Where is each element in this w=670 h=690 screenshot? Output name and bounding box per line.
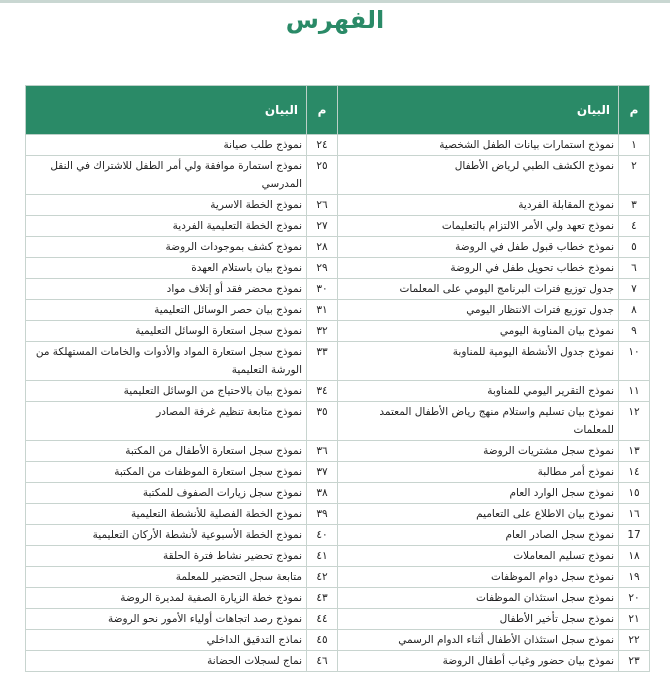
left-item-label: نموذج كشف بموجودات الروضة — [26, 237, 307, 258]
left-item-number: ٤٢ — [307, 567, 338, 588]
table-row — [26, 483, 650, 504]
table-row — [26, 462, 650, 483]
right-item-label: نموذج سجل الصادر العام — [338, 525, 619, 546]
right-item-number: 17 — [619, 525, 650, 546]
left-item-number: ٤٦ — [307, 651, 338, 672]
left-item-label: نموذج رصد اتجاهات أولياء الأمور نحو الروضة — [26, 609, 307, 630]
table-row — [26, 258, 650, 279]
table-row — [26, 300, 650, 321]
left-item-label: نموذج سجل استعارة الوسائل التعليمية — [26, 321, 307, 342]
left-item-number: ٣٣ — [307, 342, 338, 381]
right-item-number: ٢١ — [619, 609, 650, 630]
table-row — [26, 156, 650, 195]
right-item-label: نموذج جدول الأنشطة اليومية للمناوبة — [338, 342, 619, 381]
left-item-label: نموذج سجل زيارات الصفوف للمكتبة — [26, 483, 307, 504]
right-item-number: ٨ — [619, 300, 650, 321]
left-item-label: نموذج سجل استعارة المواد والأدوات والخامات المستهلكة من الورشة التعليمية — [26, 342, 307, 381]
left-item-label: نموذج الخطة التعليمية الفردية — [26, 216, 307, 237]
right-item-number: ١٢ — [619, 402, 650, 441]
table-row — [26, 342, 650, 381]
left-item-label: نموذج الخطة الفصلية للأنشطة التعليمية — [26, 504, 307, 525]
right-item-number: ٣ — [619, 195, 650, 216]
right-item-label: نموذج بيان حضور وغياب أطفال الروضة — [338, 651, 619, 672]
right-item-number: ١٣ — [619, 441, 650, 462]
page-title: الفهرس — [285, 6, 385, 34]
right-item-number: ٢ — [619, 156, 650, 195]
left-item-label: نموذج خطة الزيارة الصفية لمديرة الروضة — [26, 588, 307, 609]
header-label-right: البيان — [338, 86, 619, 135]
table-row — [26, 525, 650, 546]
header-num-left: م — [307, 86, 338, 135]
right-item-label: نموذج التقرير اليومي للمناوبة — [338, 381, 619, 402]
left-item-number: ٢٧ — [307, 216, 338, 237]
left-item-label: نموذج متابعة تنظيم غرفة المصادر — [26, 402, 307, 441]
right-item-label: نموذج خطاب تحويل طفل في الروضة — [338, 258, 619, 279]
left-item-number: ٣٧ — [307, 462, 338, 483]
table-row — [26, 441, 650, 462]
right-item-number: ٦ — [619, 258, 650, 279]
right-item-number: ٢٣ — [619, 651, 650, 672]
left-item-label: نموذج بيان باستلام العهدة — [26, 258, 307, 279]
right-item-label: نموذج سجل دوام الموظفات — [338, 567, 619, 588]
table-row — [26, 588, 650, 609]
left-item-number: ٣٩ — [307, 504, 338, 525]
left-item-label: نموذج سجل استعارة الأطفال من المكتبة — [26, 441, 307, 462]
right-item-label: نموذج سجل استئذان الأطفال أثناء الدوام الرسمي — [338, 630, 619, 651]
left-item-label: نموذج محضر فقد أو إتلاف مواد — [26, 279, 307, 300]
right-item-number: ١٩ — [619, 567, 650, 588]
right-item-label: نموذج بيان المناوبة اليومي — [338, 321, 619, 342]
right-item-label: نموذج سجل الوارد العام — [338, 483, 619, 504]
left-item-label: نموذج بيان حصر الوسائل التعليمية — [26, 300, 307, 321]
left-item-number: ٤١ — [307, 546, 338, 567]
left-item-number: ٣٨ — [307, 483, 338, 504]
table-row — [26, 279, 650, 300]
table-row — [26, 567, 650, 588]
header-num-right: م — [619, 86, 650, 135]
left-item-number: ٢٨ — [307, 237, 338, 258]
left-item-number: ٣٠ — [307, 279, 338, 300]
right-item-number: ٢٠ — [619, 588, 650, 609]
left-item-label: نموذج الخطة الأسبوعية لأنشطة الأركان التعليمية — [26, 525, 307, 546]
left-item-label: نموذج سجل استعارة الموظفات من المكتبة — [26, 462, 307, 483]
table-header-row — [26, 86, 650, 135]
left-item-label: نموذج الخطة الاسرية — [26, 195, 307, 216]
table-row — [26, 504, 650, 525]
index-table — [25, 85, 650, 672]
top-divider — [0, 0, 670, 3]
right-item-label: نموذج أمر مطالبة — [338, 462, 619, 483]
right-item-label: نموذج تسليم المعاملات — [338, 546, 619, 567]
left-item-label: نموذج طلب صيانة — [26, 135, 307, 156]
table-row — [26, 381, 650, 402]
table-row — [26, 321, 650, 342]
right-item-number: ٥ — [619, 237, 650, 258]
right-item-label: نموذج سجل تأخير الأطفال — [338, 609, 619, 630]
table-row — [26, 216, 650, 237]
table-row — [26, 609, 650, 630]
right-item-number: ٧ — [619, 279, 650, 300]
table-row — [26, 630, 650, 651]
left-item-number: ٣٥ — [307, 402, 338, 441]
right-item-label: نموذج بيان تسليم واستلام منهج رياض الأطفال المعتمد للمعلمات — [338, 402, 619, 441]
right-item-label: نموذج خطاب قبول طفل في الروضة — [338, 237, 619, 258]
left-item-label: نماذج التدقيق الداخلي — [26, 630, 307, 651]
right-item-number: ١٠ — [619, 342, 650, 381]
right-item-label: نموذج استمارات بيانات الطفل الشخصية — [338, 135, 619, 156]
table-row — [26, 546, 650, 567]
left-item-label: نموذج تحضير نشاط فترة الحلقة — [26, 546, 307, 567]
table-row — [26, 237, 650, 258]
left-item-number: ٢٥ — [307, 156, 338, 195]
right-item-label: جدول توزيع فترات البرنامج اليومي على المعلمات — [338, 279, 619, 300]
left-item-number: ٤٤ — [307, 609, 338, 630]
right-item-number: ٩ — [619, 321, 650, 342]
left-item-number: ٤٠ — [307, 525, 338, 546]
right-item-number: ٤ — [619, 216, 650, 237]
table-row — [26, 651, 650, 672]
left-item-number: ٤٥ — [307, 630, 338, 651]
right-item-number: ١١ — [619, 381, 650, 402]
right-item-label: جدول توزيع فترات الانتظار اليومي — [338, 300, 619, 321]
left-item-number: ٢٤ — [307, 135, 338, 156]
right-item-label: نموذج المقابلة الفردية — [338, 195, 619, 216]
table-row — [26, 135, 650, 156]
left-item-number: ٢٦ — [307, 195, 338, 216]
right-item-label: نموذج تعهد ولي الأمر الالتزام بالتعليمات — [338, 216, 619, 237]
right-item-number: ١٥ — [619, 483, 650, 504]
left-item-label: نموذج بيان بالاحتياج من الوسائل التعليمية — [26, 381, 307, 402]
right-item-number: ٢٢ — [619, 630, 650, 651]
right-item-label: نموذج بيان الاطلاع على التعاميم — [338, 504, 619, 525]
right-item-label: نموذج الكشف الطبي لرياض الأطفال — [338, 156, 619, 195]
left-item-number: ٣٤ — [307, 381, 338, 402]
left-item-number: ٣٢ — [307, 321, 338, 342]
table-row — [26, 402, 650, 441]
left-item-number: ٣٦ — [307, 441, 338, 462]
right-item-number: ١٨ — [619, 546, 650, 567]
right-item-number: ١ — [619, 135, 650, 156]
left-item-label: متابعة سجل التحضير للمعلمة — [26, 567, 307, 588]
right-item-label: نموذج سجل مشتريات الروضة — [338, 441, 619, 462]
header-label-left: البيان — [26, 86, 307, 135]
right-item-number: ١٦ — [619, 504, 650, 525]
left-item-number: ٤٣ — [307, 588, 338, 609]
left-item-number: ٣١ — [307, 300, 338, 321]
left-item-label: نماج لسجلات الحضانة — [26, 651, 307, 672]
right-item-number: ١٤ — [619, 462, 650, 483]
right-item-label: نموذج سجل استئذان الموظفات — [338, 588, 619, 609]
left-item-number: ٢٩ — [307, 258, 338, 279]
table-row — [26, 195, 650, 216]
table-body — [26, 135, 650, 672]
left-item-label: نموذج استمارة موافقة ولي أمر الطفل للاشتراك في النقل المدرسي — [26, 156, 307, 195]
